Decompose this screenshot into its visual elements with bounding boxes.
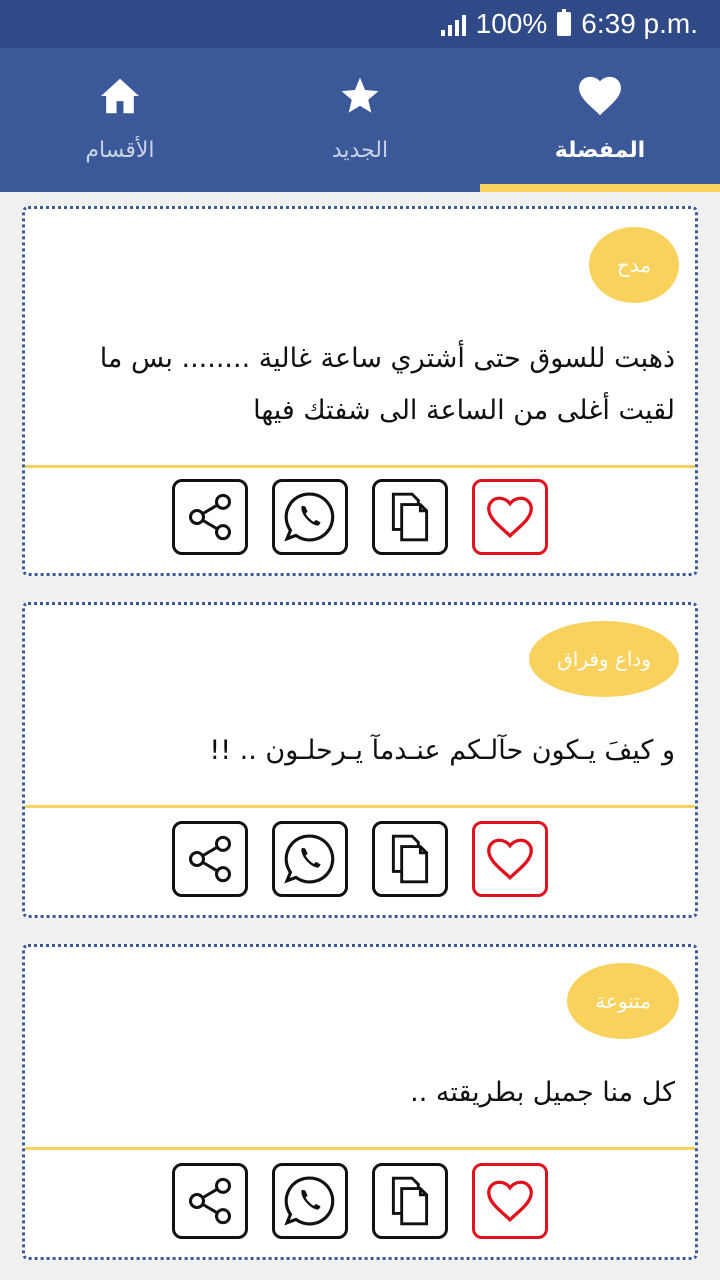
- whatsapp-icon: [281, 1172, 339, 1230]
- home-icon: [99, 74, 141, 118]
- card-actions: [25, 479, 695, 555]
- tab-bar: [0, 48, 720, 192]
- quote-text: ذهبت للسوق حتى أشتري ساعة غالية ........ بس ما لقيت أغلى من الساعة الى شفتك فيها: [99, 343, 675, 426]
- copy-icon: [385, 1174, 435, 1228]
- tab-favorites-label: المفضلة: [554, 138, 646, 163]
- copy-icon: [385, 490, 435, 544]
- category-badge: وداع وفراق: [529, 621, 679, 697]
- share-icon: [184, 833, 236, 885]
- status-bar: [0, 0, 720, 48]
- tab-categories[interactable]: [0, 48, 240, 192]
- share-icon: [184, 491, 236, 543]
- share-icon: [184, 1175, 236, 1227]
- whatsapp-button[interactable]: [272, 821, 348, 897]
- whatsapp-button[interactable]: [272, 1163, 348, 1239]
- signal-icon: [441, 12, 466, 36]
- tab-favorites[interactable]: [480, 48, 720, 192]
- divider: [25, 1147, 695, 1150]
- divider: [25, 805, 695, 808]
- tab-new[interactable]: [240, 48, 480, 192]
- favorite-heart-icon: [485, 1178, 535, 1224]
- card-actions: [25, 1163, 695, 1239]
- share-button[interactable]: [172, 479, 248, 555]
- clock: 6:39 p.m.: [581, 8, 698, 39]
- share-button[interactable]: [172, 821, 248, 897]
- category-badge: متنوعة: [567, 963, 679, 1039]
- favorite-button[interactable]: [472, 479, 548, 555]
- quote-card: [22, 602, 698, 918]
- favorite-button[interactable]: [472, 821, 548, 897]
- card-actions: [25, 821, 695, 897]
- copy-button[interactable]: [372, 1163, 448, 1239]
- whatsapp-button[interactable]: [272, 479, 348, 555]
- copy-icon: [385, 832, 435, 886]
- battery-icon: [557, 12, 571, 36]
- tab-categories-label: الأقسام: [85, 138, 155, 163]
- favorite-heart-icon: [485, 494, 535, 540]
- quote-card: [22, 206, 698, 576]
- divider: [25, 465, 695, 468]
- quote-text: و كيفَ يـكون حآلـكم عنـدمآ يـرحلـون .. !!: [209, 735, 675, 766]
- whatsapp-icon: [281, 830, 339, 888]
- tab-new-label: الجديد: [331, 138, 389, 163]
- battery-percentage: 100%: [475, 8, 548, 39]
- whatsapp-icon: [281, 488, 339, 546]
- copy-button[interactable]: [372, 821, 448, 897]
- quote-text: كل منا جميل بطريقته ..: [410, 1077, 675, 1108]
- share-button[interactable]: [172, 1163, 248, 1239]
- quote-card: [22, 944, 698, 1260]
- heart-icon: [578, 74, 622, 118]
- favorite-heart-icon: [485, 836, 535, 882]
- star-icon: [339, 74, 381, 118]
- favorite-button[interactable]: [472, 1163, 548, 1239]
- category-badge: مدح: [589, 227, 679, 303]
- copy-button[interactable]: [372, 479, 448, 555]
